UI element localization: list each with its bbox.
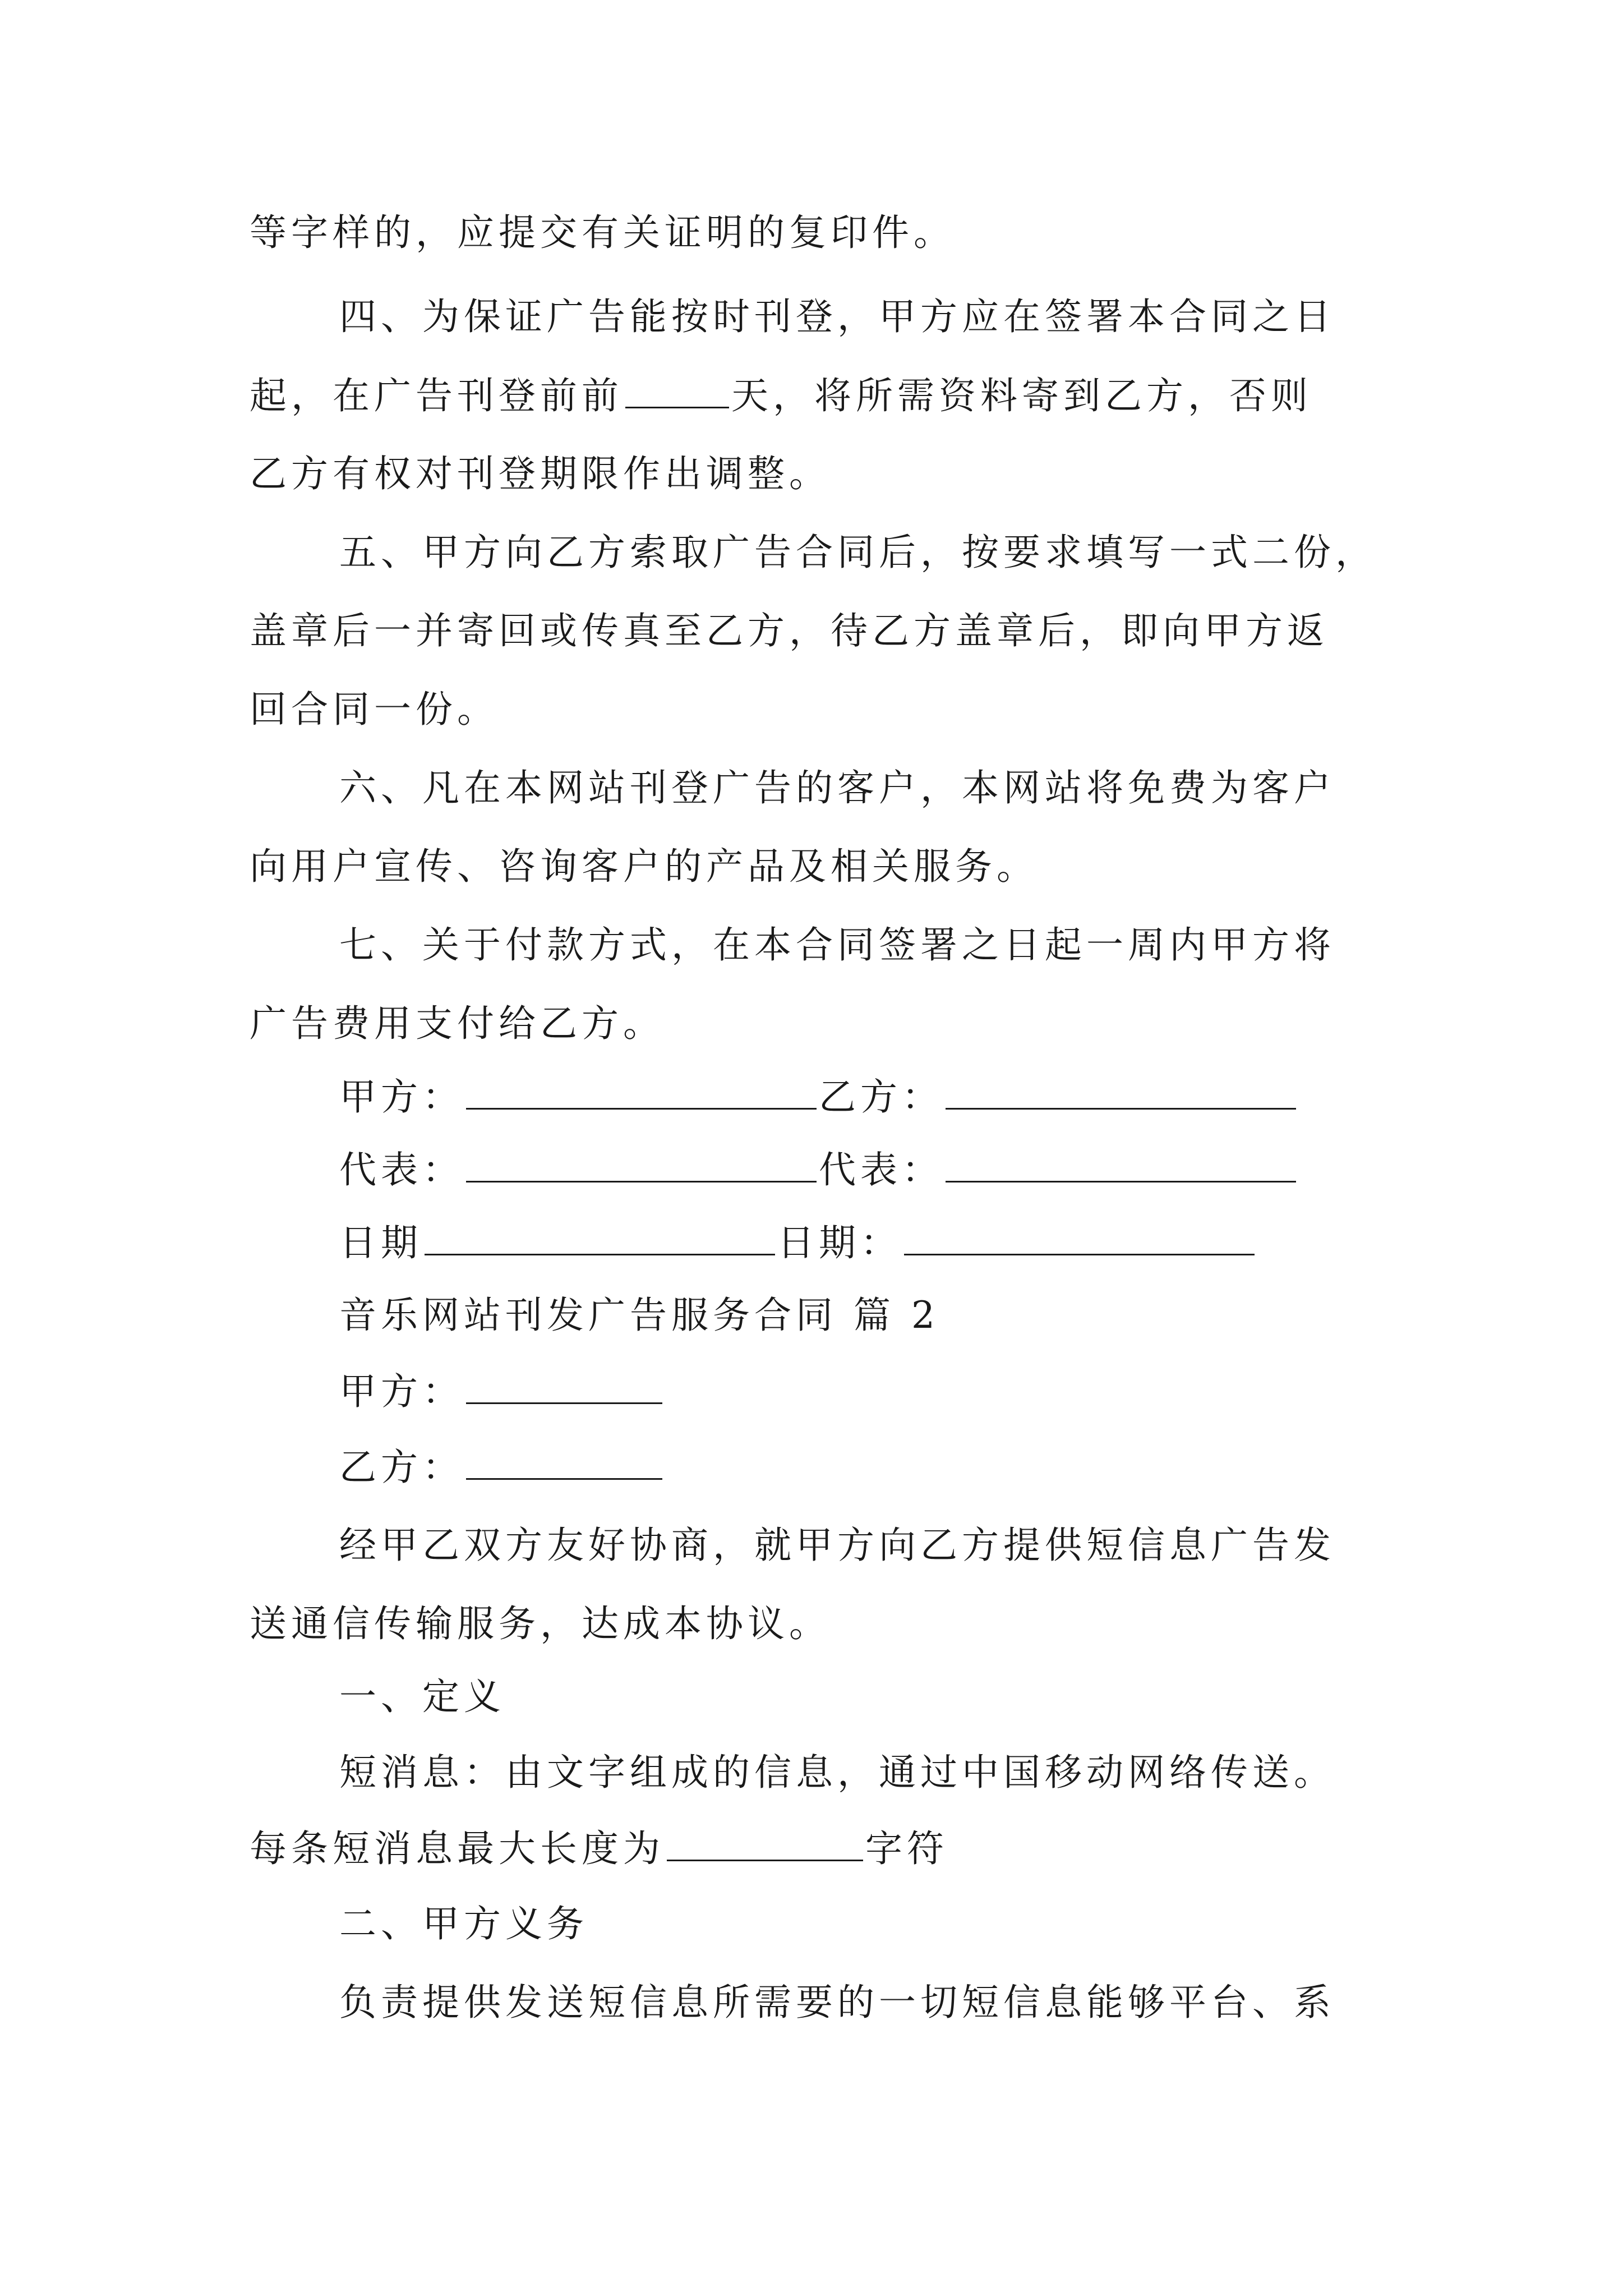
section-2-title: 音乐网站刊发广告服务合同 篇 2 (339, 1294, 939, 1337)
section-2-party-b-label: 乙方： (339, 1446, 464, 1489)
signature-rep-row (339, 1147, 1483, 1193)
section-2-party-a-label: 甲方： (339, 1370, 464, 1413)
section-2-party-a-blank (466, 1369, 662, 1404)
definition-heading: 一、定义 (339, 1675, 505, 1718)
clause-4-text-b: 天，将所需资料寄到乙方，否则 (731, 374, 1312, 417)
section-2-party-a (339, 1369, 1483, 1414)
section-2-intro: 经甲乙双方友好协商，就甲方向乙方提供短信息广告发 (339, 1524, 1335, 1567)
duty-line: 负责提供发送短信息所需要的一切短信息能够平台、系 (339, 1981, 1335, 2024)
definition-line-2 (250, 1826, 1394, 1871)
max-length-blank (667, 1826, 863, 1861)
party-a-label: 甲方： (339, 1075, 464, 1119)
clause-5-line-3: 回合同一份。 (250, 688, 499, 731)
rep-b-label: 代表： (819, 1148, 943, 1191)
party-a-blank (466, 1074, 817, 1110)
clause-7-line: 七、关于付款方式，在本合同签署之日起一周内甲方将 (339, 923, 1335, 967)
party-b-blank (946, 1074, 1296, 1110)
date-a-label: 日期 (339, 1221, 422, 1264)
rep-a-blank (466, 1147, 817, 1182)
paragraph-line: 等字样的，应提交有关证明的复印件。 (250, 211, 955, 254)
clause-6-line-2: 向用户宣传、咨询客户的产品及相关服务。 (250, 845, 1038, 888)
date-a-blank (425, 1220, 775, 1255)
definition-text-a: 每条短消息最大长度为 (250, 1827, 665, 1870)
rep-b-blank (946, 1147, 1296, 1182)
date-b-label: 日期： (777, 1221, 902, 1264)
clause-4-line: 四、为保证广告能按时刊登，甲方应在签署本合同之日 (339, 295, 1335, 338)
definition-line: 短消息：由文字组成的信息，通过中国移动网络传送。 (339, 1751, 1335, 1794)
clause-4-line-2 (250, 373, 1394, 418)
party-b-label: 乙方： (819, 1075, 943, 1119)
signature-party-row (339, 1074, 1483, 1120)
definition-text-b: 字符 (865, 1827, 948, 1870)
days-blank (625, 373, 729, 408)
duty-heading: 二、甲方义务 (339, 1902, 588, 1945)
clause-4-text-a: 起，在广告刊登前前 (250, 374, 623, 417)
date-b-blank (904, 1220, 1255, 1255)
section-2-intro-2: 送通信传输服务，达成本协议。 (250, 1602, 831, 1645)
clause-4-line-3: 乙方有权对刊登期限作出调整。 (250, 452, 831, 495)
section-2-party-b (339, 1444, 1483, 1490)
rep-a-label: 代表： (339, 1148, 464, 1191)
clause-5-line-2: 盖章后一并寄回或传真至乙方，待乙方盖章后，即向甲方返 (250, 609, 1329, 652)
clause-5-line: 五、甲方向乙方索取广告合同后，按要求填写一式二份， (339, 531, 1377, 574)
signature-date-row (339, 1220, 1483, 1266)
section-2-party-b-blank (466, 1444, 662, 1480)
clause-6-line: 六、凡在本网站刊登广告的客户，本网站将免费为客户 (339, 766, 1335, 809)
clause-7-line-2: 广告费用支付给乙方。 (250, 1002, 665, 1045)
